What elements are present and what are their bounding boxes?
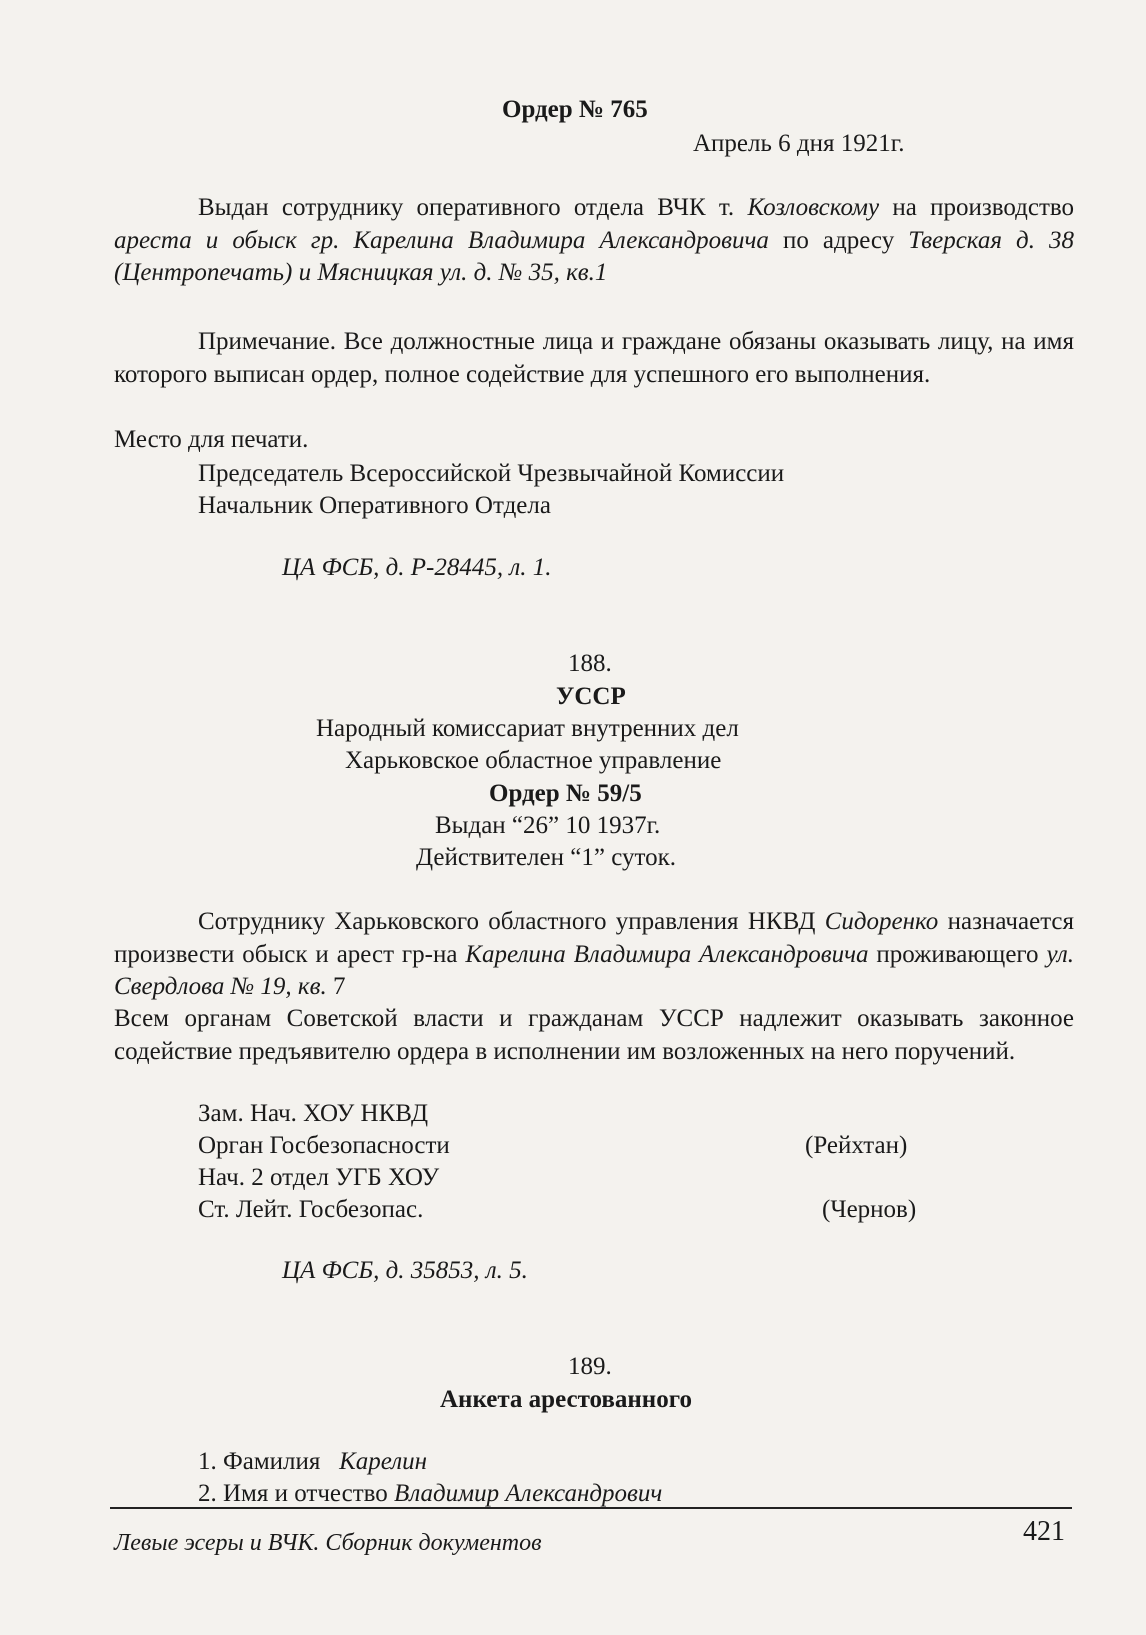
order-59-instruction: Всем органам Советской власти и гражданам УССР надлежит оказывать законное содействие предъявителю ордера в исполнении им возложенных на него поручений. — [114, 1005, 1074, 1065]
order-765-body: Выдан сотруднику оперативного отдела ВЧК т. Козловскому на производство ареста и обыск гр. Карелина Владимира Александровича по адресу Тверская д. 38 (Центропечать) и Мясницкая ул. д. № 35, кв.1 — [114, 194, 1075, 286]
officer-name: Козловскому — [747, 194, 880, 221]
signature-2: Орган Госбезопасности — [198, 1132, 450, 1159]
republic-header: УССР — [556, 683, 626, 710]
page-number: 421 — [1023, 1516, 1065, 1547]
doc-188-number: 188. — [568, 650, 612, 677]
doc-189-number: 189. — [568, 1353, 612, 1380]
order-765-note: Примечание. Все должностные лица и граждане обязаны оказывать лицу, на имя которого выписан ордер, полное содействие для успешного его выполнения. — [114, 328, 1074, 388]
order-59-body: Сотруднику Харьковского областного управления НКВД Сидоренко назначается произвести обыск и арест гр-на Карелина Владимира Александровича проживающего ул. Свердлова № 19, кв. 7 — [114, 908, 1075, 1000]
archive-ref-1: ЦА ФСБ, д. Р-28445, л. 1. — [282, 554, 552, 581]
order-765-title: Ордер № 765 — [502, 96, 648, 123]
chief-title: Начальник Оперативного Отдела — [198, 492, 551, 519]
archive-ref-2: ЦА ФСБ, д. 35853, л. 5. — [282, 1257, 528, 1284]
signature-3: Нач. 2 отдел УГБ ХОУ — [198, 1164, 440, 1191]
seal-place: Место для печати. — [114, 426, 309, 453]
signature-4: Ст. Лейт. Госбезопас. — [198, 1196, 424, 1223]
questionnaire-title: Анкета арестованного — [440, 1386, 692, 1413]
book-title: Левые эсеры и ВЧК. Сборник документов — [114, 1530, 542, 1556]
footer-divider — [110, 1507, 1072, 1509]
signature-2-name: (Рейхтан) — [805, 1132, 908, 1159]
officer-name-2: Сидоренко — [824, 908, 939, 935]
field-name-patronymic: 2. Имя и отчество Владимир Александрович — [198, 1480, 663, 1507]
order-765-date: Апрель 6 дня 1921г. — [693, 130, 905, 157]
order-59-valid: Действителен “1” суток. — [416, 844, 676, 871]
chairman-title: Председатель Всероссийской Чрезвычайной Комиссии — [198, 460, 785, 487]
signature-1: Зам. Нач. ХОУ НКВД — [198, 1100, 429, 1127]
signature-4-name: (Чернов) — [822, 1196, 917, 1223]
arrestee-name: Карелина Владимира Александровича — [465, 940, 869, 968]
order-59-issued: Выдан “26” 10 1937г. — [435, 812, 661, 839]
directorate-header: Харьковское областное управление — [345, 747, 722, 774]
field-surname: 1. Фамилия Карелин — [198, 1448, 428, 1475]
commissariat-header: Народный комиссариат внутренних дел — [316, 715, 739, 742]
order-59-title: Ордер № 59/5 — [489, 780, 642, 807]
